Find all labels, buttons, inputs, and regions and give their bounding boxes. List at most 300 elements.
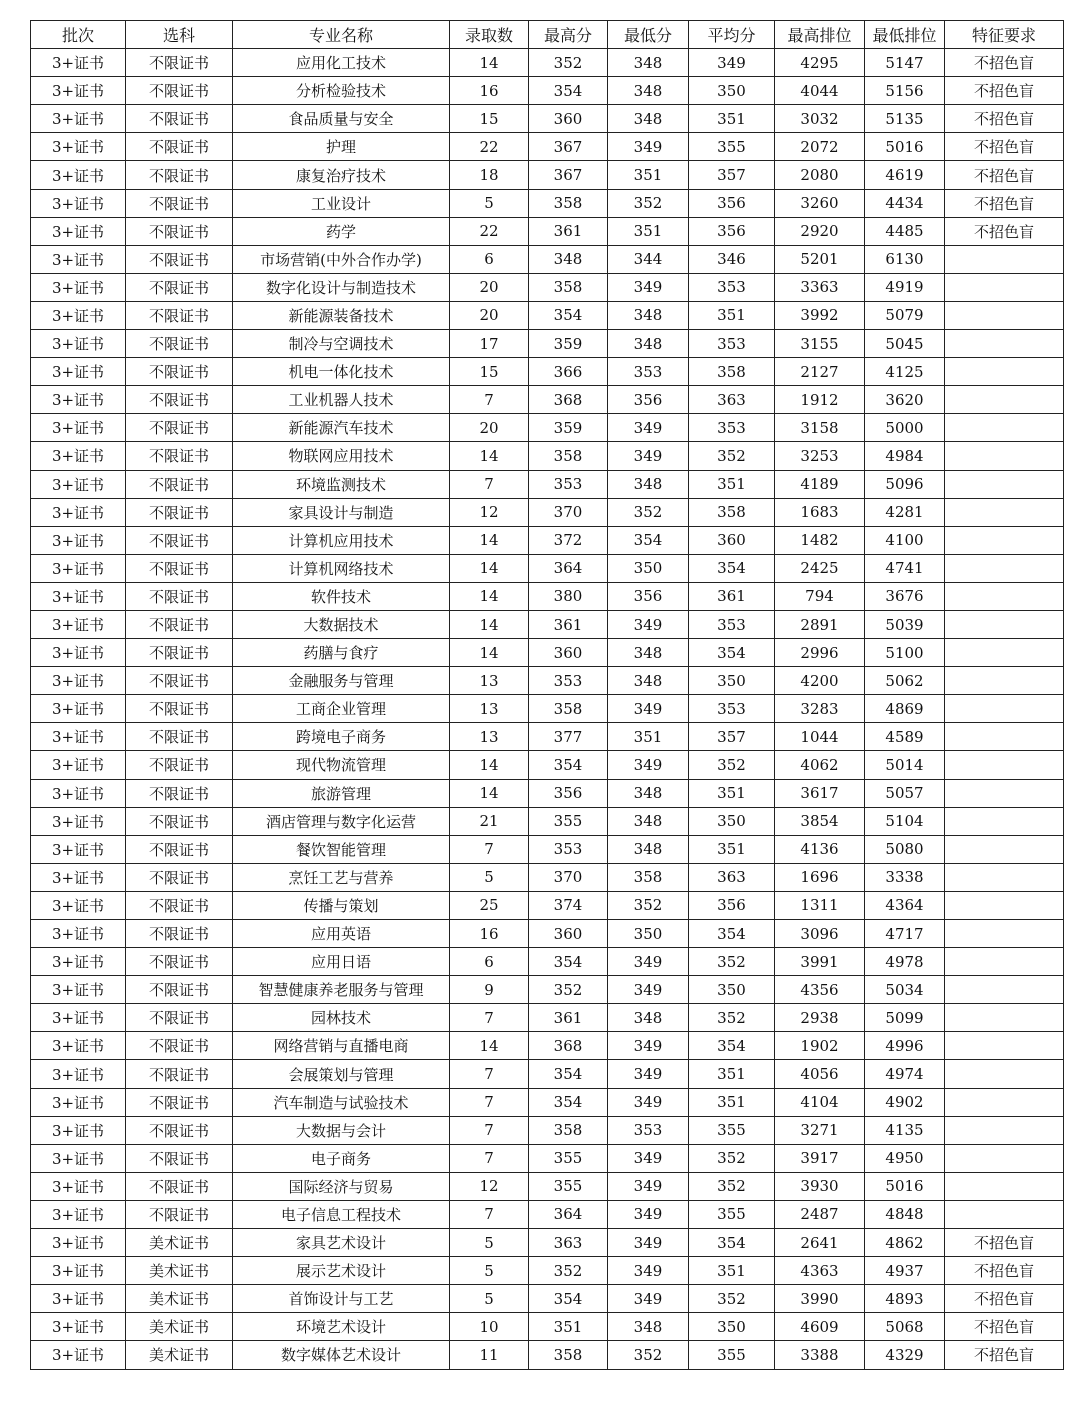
min-score-cell: 349 (608, 1172, 689, 1200)
table-row (31, 245, 1064, 273)
table-row (31, 1341, 1064, 1369)
max-score-cell: 354 (529, 77, 608, 105)
min-rank-cell: 3676 (865, 582, 945, 610)
min-rank-cell: 4919 (865, 273, 945, 301)
admitted-count-cell: 20 (450, 273, 529, 301)
table-row (31, 639, 1064, 667)
batch-cell: 3+证书 (31, 245, 126, 273)
requirement-cell (945, 863, 1064, 891)
avg-score-cell: 353 (689, 273, 775, 301)
major-name-cell: 电子商务 (233, 1144, 450, 1172)
requirement-cell (945, 779, 1064, 807)
min-score-cell: 349 (608, 414, 689, 442)
header-major-name: 专业名称 (233, 21, 450, 49)
major-name-cell: 园林技术 (233, 1004, 450, 1032)
min-rank-cell: 5080 (865, 835, 945, 863)
max-score-cell: 354 (529, 301, 608, 329)
min-rank-cell: 4893 (865, 1285, 945, 1313)
min-rank-cell: 5135 (865, 105, 945, 133)
table-row (31, 105, 1064, 133)
min-score-cell: 349 (608, 1088, 689, 1116)
max-rank-cell: 2920 (775, 217, 865, 245)
min-rank-cell: 4434 (865, 189, 945, 217)
min-score-cell: 349 (608, 1229, 689, 1257)
header-requirement: 特征要求 (945, 21, 1064, 49)
max-score-cell: 377 (529, 723, 608, 751)
requirement-cell (945, 245, 1064, 273)
subject-cell: 不限证书 (126, 835, 233, 863)
min-score-cell: 351 (608, 723, 689, 751)
subject-cell: 美术证书 (126, 1313, 233, 1341)
subject-cell: 不限证书 (126, 470, 233, 498)
min-rank-cell: 3620 (865, 386, 945, 414)
requirement-cell (945, 414, 1064, 442)
subject-cell: 不限证书 (126, 301, 233, 329)
min-score-cell: 349 (608, 1060, 689, 1088)
max-score-cell: 351 (529, 1313, 608, 1341)
max-score-cell: 358 (529, 189, 608, 217)
table-row (31, 695, 1064, 723)
table-row (31, 863, 1064, 891)
min-rank-cell: 5079 (865, 301, 945, 329)
admitted-count-cell: 14 (450, 442, 529, 470)
min-rank-cell: 5104 (865, 807, 945, 835)
max-rank-cell: 1044 (775, 723, 865, 751)
max-rank-cell: 4056 (775, 1060, 865, 1088)
admitted-count-cell: 15 (450, 105, 529, 133)
requirement-cell (945, 1144, 1064, 1172)
table-row (31, 610, 1064, 638)
table-body (31, 49, 1064, 1369)
min-rank-cell: 5039 (865, 610, 945, 638)
subject-cell: 不限证书 (126, 1144, 233, 1172)
max-rank-cell: 3990 (775, 1285, 865, 1313)
batch-cell: 3+证书 (31, 414, 126, 442)
min-rank-cell: 5147 (865, 49, 945, 77)
admitted-count-cell: 14 (450, 526, 529, 554)
max-score-cell: 352 (529, 49, 608, 77)
requirement-cell: 不招色盲 (945, 217, 1064, 245)
min-rank-cell: 4329 (865, 1341, 945, 1369)
subject-cell: 不限证书 (126, 1172, 233, 1200)
avg-score-cell: 363 (689, 386, 775, 414)
min-score-cell: 344 (608, 245, 689, 273)
admitted-count-cell: 15 (450, 358, 529, 386)
admitted-count-cell: 7 (450, 1088, 529, 1116)
admitted-count-cell: 18 (450, 161, 529, 189)
avg-score-cell: 356 (689, 891, 775, 919)
requirement-cell (945, 442, 1064, 470)
avg-score-cell: 350 (689, 807, 775, 835)
max-rank-cell: 4356 (775, 976, 865, 1004)
requirement-cell (945, 301, 1064, 329)
max-rank-cell: 2425 (775, 554, 865, 582)
admitted-count-cell: 7 (450, 1004, 529, 1032)
requirement-cell (945, 330, 1064, 358)
subject-cell: 不限证书 (126, 920, 233, 948)
table-row (31, 1060, 1064, 1088)
batch-cell: 3+证书 (31, 1088, 126, 1116)
max-score-cell: 364 (529, 554, 608, 582)
max-score-cell: 380 (529, 582, 608, 610)
major-name-cell: 新能源汽车技术 (233, 414, 450, 442)
max-score-cell: 354 (529, 1285, 608, 1313)
max-score-cell: 353 (529, 667, 608, 695)
requirement-cell (945, 526, 1064, 554)
batch-cell: 3+证书 (31, 948, 126, 976)
table-row (31, 1088, 1064, 1116)
max-score-cell: 358 (529, 442, 608, 470)
subject-cell: 美术证书 (126, 1229, 233, 1257)
subject-cell: 不限证书 (126, 976, 233, 1004)
requirement-cell (945, 1060, 1064, 1088)
min-score-cell: 356 (608, 582, 689, 610)
min-rank-cell: 4619 (865, 161, 945, 189)
major-name-cell: 跨境电子商务 (233, 723, 450, 751)
requirement-cell (945, 1116, 1064, 1144)
max-rank-cell: 3363 (775, 273, 865, 301)
min-rank-cell: 4717 (865, 920, 945, 948)
header-min-rank: 最低排位 (865, 21, 945, 49)
table-row (31, 891, 1064, 919)
max-score-cell: 352 (529, 1257, 608, 1285)
subject-cell: 不限证书 (126, 358, 233, 386)
min-rank-cell: 4978 (865, 948, 945, 976)
avg-score-cell: 356 (689, 217, 775, 245)
min-rank-cell: 4135 (865, 1116, 945, 1144)
avg-score-cell: 350 (689, 1313, 775, 1341)
min-rank-cell: 5034 (865, 976, 945, 1004)
max-score-cell: 356 (529, 779, 608, 807)
min-rank-cell: 6130 (865, 245, 945, 273)
admitted-count-cell: 14 (450, 779, 529, 807)
avg-score-cell: 360 (689, 526, 775, 554)
avg-score-cell: 361 (689, 582, 775, 610)
admitted-count-cell: 12 (450, 498, 529, 526)
max-score-cell: 355 (529, 807, 608, 835)
major-name-cell: 护理 (233, 133, 450, 161)
admitted-count-cell: 17 (450, 330, 529, 358)
batch-cell: 3+证书 (31, 1032, 126, 1060)
avg-score-cell: 351 (689, 779, 775, 807)
admitted-count-cell: 20 (450, 301, 529, 329)
admitted-count-cell: 7 (450, 1116, 529, 1144)
admitted-count-cell: 14 (450, 610, 529, 638)
max-rank-cell: 3854 (775, 807, 865, 835)
min-score-cell: 350 (608, 920, 689, 948)
max-score-cell: 366 (529, 358, 608, 386)
table-row (31, 414, 1064, 442)
max-score-cell: 358 (529, 1341, 608, 1369)
table-row (31, 386, 1064, 414)
max-score-cell: 360 (529, 639, 608, 667)
table-row (31, 1116, 1064, 1144)
avg-score-cell: 354 (689, 639, 775, 667)
table-row (31, 1172, 1064, 1200)
subject-cell: 不限证书 (126, 133, 233, 161)
min-score-cell: 348 (608, 470, 689, 498)
major-name-cell: 工业机器人技术 (233, 386, 450, 414)
major-name-cell: 汽车制造与试验技术 (233, 1088, 450, 1116)
avg-score-cell: 354 (689, 920, 775, 948)
max-score-cell: 355 (529, 1144, 608, 1172)
min-rank-cell: 5068 (865, 1313, 945, 1341)
table-row (31, 948, 1064, 976)
table-row (31, 751, 1064, 779)
max-rank-cell: 4609 (775, 1313, 865, 1341)
major-name-cell: 传播与策划 (233, 891, 450, 919)
subject-cell: 不限证书 (126, 1200, 233, 1228)
max-rank-cell: 1482 (775, 526, 865, 554)
subject-cell: 不限证书 (126, 442, 233, 470)
subject-cell: 不限证书 (126, 610, 233, 638)
subject-cell: 不限证书 (126, 554, 233, 582)
table-row (31, 976, 1064, 1004)
requirement-cell (945, 470, 1064, 498)
max-score-cell: 370 (529, 498, 608, 526)
min-score-cell: 348 (608, 301, 689, 329)
admission-table-container (30, 20, 1063, 1370)
max-rank-cell: 4200 (775, 667, 865, 695)
max-rank-cell: 3096 (775, 920, 865, 948)
subject-cell: 不限证书 (126, 414, 233, 442)
avg-score-cell: 354 (689, 1229, 775, 1257)
subject-cell: 不限证书 (126, 779, 233, 807)
admitted-count-cell: 13 (450, 667, 529, 695)
max-score-cell: 360 (529, 920, 608, 948)
batch-cell: 3+证书 (31, 1200, 126, 1228)
major-name-cell: 应用日语 (233, 948, 450, 976)
batch-cell: 3+证书 (31, 1060, 126, 1088)
admitted-count-cell: 5 (450, 189, 529, 217)
header-batch: 批次 (31, 21, 126, 49)
table-row (31, 667, 1064, 695)
avg-score-cell: 350 (689, 976, 775, 1004)
avg-score-cell: 363 (689, 863, 775, 891)
table-row (31, 273, 1064, 301)
major-name-cell: 数字化设计与制造技术 (233, 273, 450, 301)
min-score-cell: 348 (608, 779, 689, 807)
avg-score-cell: 346 (689, 245, 775, 273)
header-avg-score: 平均分 (689, 21, 775, 49)
avg-score-cell: 351 (689, 105, 775, 133)
avg-score-cell: 355 (689, 133, 775, 161)
avg-score-cell: 358 (689, 498, 775, 526)
table-row (31, 133, 1064, 161)
table-row (31, 1200, 1064, 1228)
admitted-count-cell: 22 (450, 217, 529, 245)
subject-cell: 不限证书 (126, 526, 233, 554)
max-score-cell: 354 (529, 948, 608, 976)
table-row (31, 1313, 1064, 1341)
subject-cell: 不限证书 (126, 273, 233, 301)
min-rank-cell: 5014 (865, 751, 945, 779)
requirement-cell (945, 582, 1064, 610)
min-rank-cell: 4950 (865, 1144, 945, 1172)
admitted-count-cell: 7 (450, 386, 529, 414)
max-rank-cell: 4189 (775, 470, 865, 498)
requirement-cell: 不招色盲 (945, 49, 1064, 77)
header-subject: 选科 (126, 21, 233, 49)
avg-score-cell: 352 (689, 1004, 775, 1032)
requirement-cell: 不招色盲 (945, 1341, 1064, 1369)
major-name-cell: 机电一体化技术 (233, 358, 450, 386)
major-name-cell: 环境监测技术 (233, 470, 450, 498)
batch-cell: 3+证书 (31, 77, 126, 105)
major-name-cell: 市场营销(中外合作办学) (233, 245, 450, 273)
table-row (31, 779, 1064, 807)
batch-cell: 3+证书 (31, 807, 126, 835)
subject-cell: 不限证书 (126, 105, 233, 133)
avg-score-cell: 350 (689, 77, 775, 105)
subject-cell: 不限证书 (126, 751, 233, 779)
batch-cell: 3+证书 (31, 273, 126, 301)
max-rank-cell: 3032 (775, 105, 865, 133)
avg-score-cell: 351 (689, 301, 775, 329)
major-name-cell: 会展策划与管理 (233, 1060, 450, 1088)
batch-cell: 3+证书 (31, 1144, 126, 1172)
admitted-count-cell: 16 (450, 77, 529, 105)
table-row (31, 1004, 1064, 1032)
requirement-cell (945, 835, 1064, 863)
header-admitted-count: 录取数 (450, 21, 529, 49)
table-row (31, 442, 1064, 470)
min-score-cell: 348 (608, 1004, 689, 1032)
requirement-cell (945, 948, 1064, 976)
requirement-cell: 不招色盲 (945, 133, 1064, 161)
min-score-cell: 348 (608, 639, 689, 667)
table-row (31, 1285, 1064, 1313)
min-rank-cell: 4100 (865, 526, 945, 554)
subject-cell: 美术证书 (126, 1341, 233, 1369)
table-row (31, 470, 1064, 498)
header-min-score: 最低分 (608, 21, 689, 49)
min-rank-cell: 5057 (865, 779, 945, 807)
admitted-count-cell: 13 (450, 695, 529, 723)
min-rank-cell: 5096 (865, 470, 945, 498)
batch-cell: 3+证书 (31, 835, 126, 863)
major-name-cell: 计算机网络技术 (233, 554, 450, 582)
avg-score-cell: 352 (689, 1144, 775, 1172)
max-score-cell: 374 (529, 891, 608, 919)
admitted-count-cell: 6 (450, 948, 529, 976)
major-name-cell: 药学 (233, 217, 450, 245)
admitted-count-cell: 25 (450, 891, 529, 919)
avg-score-cell: 352 (689, 442, 775, 470)
min-rank-cell: 4741 (865, 554, 945, 582)
subject-cell: 不限证书 (126, 49, 233, 77)
max-rank-cell: 4136 (775, 835, 865, 863)
avg-score-cell: 352 (689, 948, 775, 976)
min-rank-cell: 4281 (865, 498, 945, 526)
major-name-cell: 家具设计与制造 (233, 498, 450, 526)
requirement-cell (945, 639, 1064, 667)
major-name-cell: 工商企业管理 (233, 695, 450, 723)
max-score-cell: 361 (529, 610, 608, 638)
max-rank-cell: 2127 (775, 358, 865, 386)
requirement-cell (945, 1032, 1064, 1060)
min-score-cell: 358 (608, 863, 689, 891)
requirement-cell (945, 891, 1064, 919)
major-name-cell: 餐饮智能管理 (233, 835, 450, 863)
batch-cell: 3+证书 (31, 161, 126, 189)
min-score-cell: 349 (608, 442, 689, 470)
major-name-cell: 现代物流管理 (233, 751, 450, 779)
avg-score-cell: 353 (689, 330, 775, 358)
max-score-cell: 354 (529, 1088, 608, 1116)
max-score-cell: 367 (529, 161, 608, 189)
max-rank-cell: 2487 (775, 1200, 865, 1228)
major-name-cell: 国际经济与贸易 (233, 1172, 450, 1200)
batch-cell: 3+证书 (31, 920, 126, 948)
max-score-cell: 358 (529, 695, 608, 723)
min-rank-cell: 4902 (865, 1088, 945, 1116)
batch-cell: 3+证书 (31, 695, 126, 723)
max-score-cell: 353 (529, 470, 608, 498)
subject-cell: 不限证书 (126, 891, 233, 919)
major-name-cell: 首饰设计与工艺 (233, 1285, 450, 1313)
max-rank-cell: 3271 (775, 1116, 865, 1144)
admitted-count-cell: 20 (450, 414, 529, 442)
major-name-cell: 计算机应用技术 (233, 526, 450, 554)
max-rank-cell: 794 (775, 582, 865, 610)
admitted-count-cell: 5 (450, 1229, 529, 1257)
batch-cell: 3+证书 (31, 639, 126, 667)
requirement-cell: 不招色盲 (945, 189, 1064, 217)
batch-cell: 3+证书 (31, 1257, 126, 1285)
requirement-cell: 不招色盲 (945, 161, 1064, 189)
subject-cell: 不限证书 (126, 948, 233, 976)
major-name-cell: 旅游管理 (233, 779, 450, 807)
batch-cell: 3+证书 (31, 1172, 126, 1200)
min-rank-cell: 5100 (865, 639, 945, 667)
major-name-cell: 酒店管理与数字化运营 (233, 807, 450, 835)
max-rank-cell: 3158 (775, 414, 865, 442)
table-row (31, 835, 1064, 863)
avg-score-cell: 350 (689, 667, 775, 695)
batch-cell: 3+证书 (31, 442, 126, 470)
min-score-cell: 350 (608, 554, 689, 582)
max-rank-cell: 2891 (775, 610, 865, 638)
max-rank-cell: 5201 (775, 245, 865, 273)
max-rank-cell: 2938 (775, 1004, 865, 1032)
table-row (31, 582, 1064, 610)
min-score-cell: 348 (608, 667, 689, 695)
avg-score-cell: 355 (689, 1116, 775, 1144)
batch-cell: 3+证书 (31, 526, 126, 554)
requirement-cell (945, 1088, 1064, 1116)
requirement-cell (945, 610, 1064, 638)
min-rank-cell: 5156 (865, 77, 945, 105)
avg-score-cell: 353 (689, 695, 775, 723)
min-score-cell: 349 (608, 133, 689, 161)
max-rank-cell: 2996 (775, 639, 865, 667)
avg-score-cell: 351 (689, 470, 775, 498)
major-name-cell: 药膳与食疗 (233, 639, 450, 667)
max-score-cell: 354 (529, 751, 608, 779)
min-score-cell: 352 (608, 498, 689, 526)
max-score-cell: 348 (529, 245, 608, 273)
max-score-cell: 352 (529, 976, 608, 1004)
batch-cell: 3+证书 (31, 667, 126, 695)
min-score-cell: 349 (608, 948, 689, 976)
admitted-count-cell: 5 (450, 1285, 529, 1313)
requirement-cell (945, 807, 1064, 835)
min-score-cell: 348 (608, 1313, 689, 1341)
admitted-count-cell: 7 (450, 1144, 529, 1172)
min-rank-cell: 5099 (865, 1004, 945, 1032)
subject-cell: 不限证书 (126, 77, 233, 105)
